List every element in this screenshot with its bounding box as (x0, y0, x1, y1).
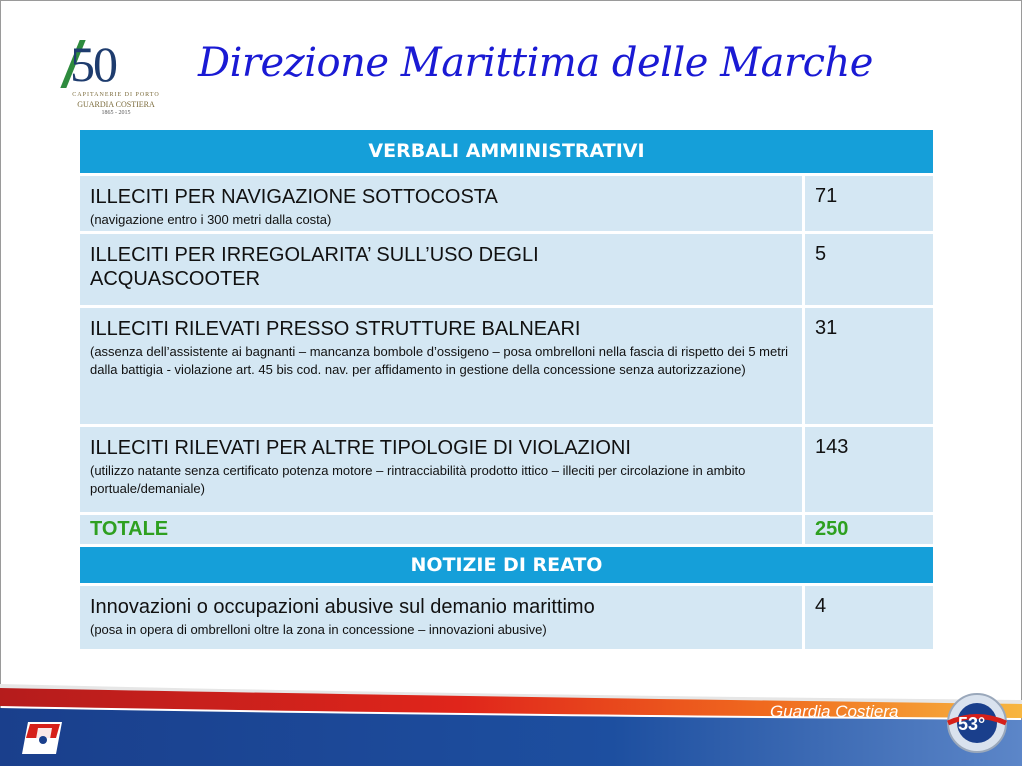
row-description (80, 427, 805, 515)
row-description (80, 308, 805, 427)
row-sub-text: (assenza dell’assistente ai bagnanti – mancanza bombole d’ossigeno – posa ombrelloni nella fascia di rispetto dei 5 metri dalla battigia - violazione art. 45 bis cod. nav. per affidamento in gestione della concessione senza autorizzazione) (90, 344, 789, 377)
section-header-label: VERBALI AMMINISTRATIVI (80, 130, 933, 176)
row-sub-text: (posa in opera di ombrelloni oltre la zona in concessione – innovazioni abusive) (90, 622, 547, 637)
section-header-reato (80, 547, 933, 586)
row-main-text: ILLECITI PER NAVIGAZIONE SOTTOCOSTA (90, 186, 498, 208)
row-main-text: ILLECITI RILEVATI PRESSO STRUTTURE BALNEARI (90, 318, 581, 340)
logo-line-1: CAPITANERIE DI PORTO (72, 92, 160, 98)
table-row (80, 176, 933, 234)
logo-line-2: GUARDIA COSTIERA (77, 100, 155, 109)
badge-label: 53° (958, 714, 986, 734)
row-description (80, 234, 805, 308)
row-description (80, 586, 805, 652)
total-value: 250 (805, 515, 933, 547)
row-value: 4 (805, 586, 933, 652)
slide-title: Direzione Marittima delle Marche (198, 40, 873, 86)
total-label: TOTALE (80, 515, 805, 547)
flag-icon (18, 718, 68, 758)
footer-brand-text: Guardia Costiera (770, 702, 899, 721)
logo-number: 50 (70, 36, 116, 92)
table-row (80, 234, 933, 308)
row-main-text: Innovazioni o occupazioni abusive sul demanio marittimo (90, 596, 595, 618)
table-row (80, 308, 933, 427)
row-value: 31 (805, 308, 933, 427)
total-row (80, 515, 933, 547)
row-sub-text: (utilizzo natante senza certificato potenza motore – rintracciabilità prodotto ittico – illeciti per circolazione in ambito portuale/demaniale) (90, 463, 746, 496)
row-description (80, 176, 805, 234)
row-main-text: ILLECITI PER IRREGOLARITA’ SULL’USO DEGLI ACQUASCOOTER (90, 244, 539, 290)
row-sub-text: (navigazione entro i 300 metri dalla costa) (90, 212, 332, 227)
table-row (80, 586, 933, 652)
section-header-verbali (80, 130, 933, 176)
table-row (80, 427, 933, 515)
row-value: 71 (805, 176, 933, 234)
anniversary-logo (56, 36, 176, 122)
row-main-text: ILLECITI RILEVATI PER ALTRE TIPOLOGIE DI VIOLAZIONI (90, 437, 631, 459)
section-header-label: NOTIZIE DI REATO (80, 547, 933, 586)
statistics-table (80, 130, 933, 652)
logo-line-3: 1865 - 2015 (101, 110, 131, 116)
row-value: 143 (805, 427, 933, 515)
row-value: 5 (805, 234, 933, 308)
